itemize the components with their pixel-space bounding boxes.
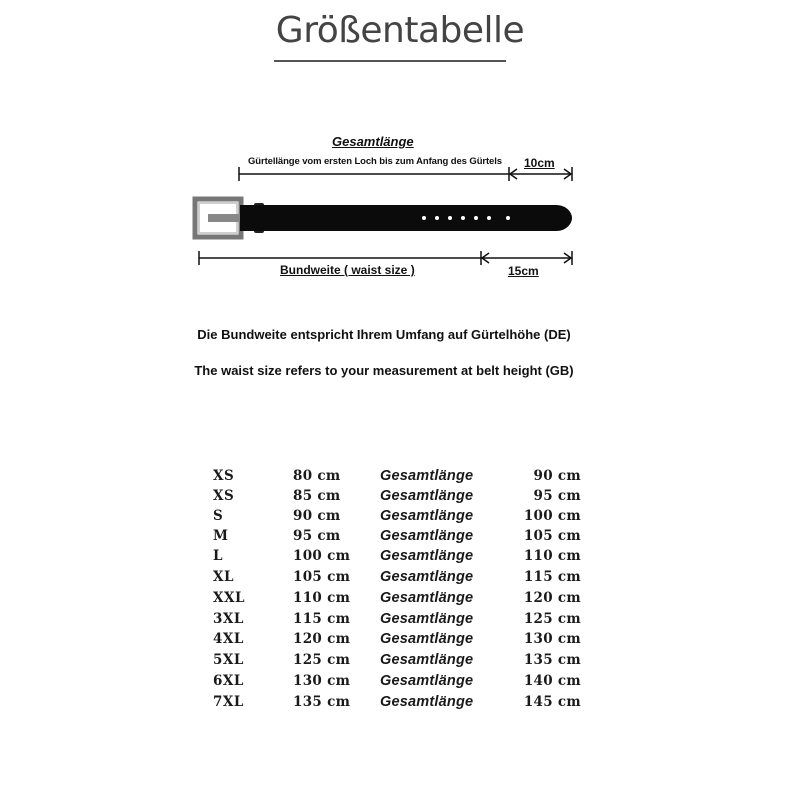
size-cell: 6XL [213,673,244,689]
note-de: Die Bundweite entspricht Ihrem Umfang auf Gürtelhöhe (DE) [197,327,571,342]
total-length-cell-label: Gesamtlänge [380,468,474,484]
size-cell: XS [213,468,235,484]
waist-cell: 100 cm [293,548,351,564]
waist-cell: 95 cm [293,528,341,544]
total-length-cell: 130 cm [523,631,581,647]
belt-diagram [0,0,800,300]
total-length-cell-label: Gesamtlänge [380,528,474,544]
total-length-cell: 140 cm [523,673,581,689]
total-length-cell: 100 cm [523,508,581,524]
total-length-cell-label: Gesamtlänge [380,590,474,606]
size-cell: XL [213,569,234,585]
table-row [205,673,595,693]
waist-cell: 85 cm [293,488,341,504]
table-row [205,611,595,631]
waist-cell: 125 cm [293,652,351,668]
size-cell: 3XL [213,611,244,627]
size-cell: L [213,548,223,564]
total-length-cell-label: Gesamtlänge [380,548,474,564]
total-length-cell-label: Gesamtlänge [380,652,474,668]
waist-cell: 120 cm [293,631,351,647]
waist-cell: 130 cm [293,673,351,689]
size-cell: XS [213,488,235,504]
waist-size-label: Bundweite ( waist size ) [280,263,415,277]
table-row [205,548,595,568]
table-row [205,569,595,589]
total-length-cell: 105 cm [523,528,581,544]
table-row [205,528,595,548]
total-length-cell: 95 cm [533,488,581,504]
belt-strap [240,205,572,231]
size-cell: 4XL [213,631,244,647]
table-row [205,694,595,714]
waist-cell: 110 cm [293,590,351,606]
table-row [205,631,595,651]
size-cell: 5XL [213,652,244,668]
belt-buckle-icon [195,199,241,237]
waist-cell: 80 cm [293,468,341,484]
size-cell: 7XL [213,694,244,710]
note-gb: The waist size refers to your measurement at belt height (GB) [194,363,574,378]
table-row [205,652,595,672]
size-cell: M [213,528,229,544]
table-row [205,488,595,508]
waist-cell: 115 cm [293,611,351,627]
offset-10cm-label: 10cm [524,156,555,170]
page-title: Größentabelle [275,10,525,51]
total-length-cell: 115 cm [523,569,581,585]
total-length-description: Gürtellänge vom ersten Loch bis zum Anfang des Gürtels [248,156,502,167]
total-length-cell-label: Gesamtlänge [380,569,474,585]
total-length-cell: 135 cm [523,652,581,668]
total-length-cell: 90 cm [533,468,581,484]
waist-cell: 135 cm [293,694,351,710]
total-length-cell: 110 cm [523,548,581,564]
table-row [205,590,595,610]
total-length-cell-label: Gesamtlänge [380,694,474,710]
total-length-cell-label: Gesamtlänge [380,631,474,647]
total-length-cell-label: Gesamtlänge [380,508,474,524]
total-length-cell-label: Gesamtlänge [380,488,474,504]
waist-cell: 90 cm [293,508,341,524]
total-length-cell: 145 cm [523,694,581,710]
total-length-cell: 120 cm [523,590,581,606]
total-length-cell: 125 cm [523,611,581,627]
total-length-cell-label: Gesamtlänge [380,611,474,627]
table-row [205,508,595,528]
total-length-cell-label: Gesamtlänge [380,673,474,689]
waist-cell: 105 cm [293,569,351,585]
size-cell: S [213,508,224,524]
offset-15cm-label: 15cm [508,264,539,278]
total-length-label: Gesamtlänge [332,134,414,149]
size-cell: XXL [213,590,245,606]
table-row [205,468,595,488]
